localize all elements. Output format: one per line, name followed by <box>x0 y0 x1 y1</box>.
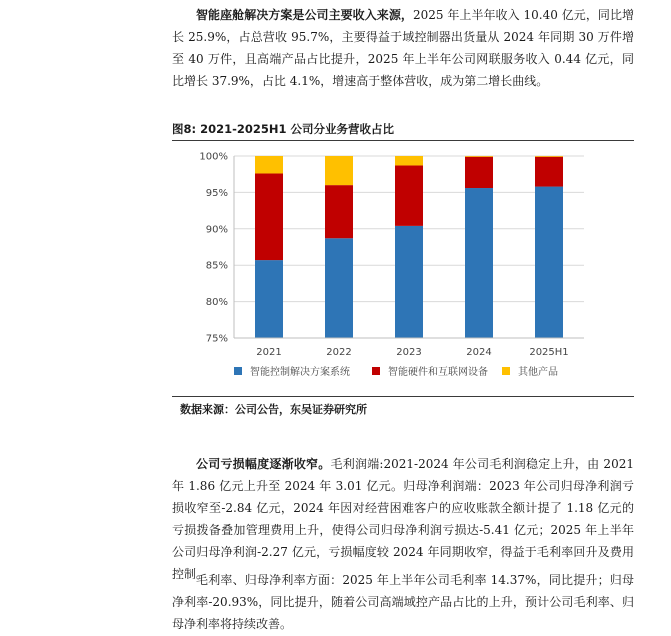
x-axis <box>234 338 584 358</box>
x-tick-label: 2023 <box>396 347 422 358</box>
bar-segment <box>395 226 423 338</box>
bar-segment <box>465 156 493 157</box>
figure-caption: 图8: 2021-2025H1 公司分业务营收占比 <box>172 122 395 136</box>
paragraph-lead: 公司亏损幅度逐渐收窄。 <box>196 457 331 471</box>
y-axis <box>199 152 234 345</box>
bar-segment <box>395 156 423 165</box>
x-tick-label: 2022 <box>326 347 352 358</box>
legend-swatch <box>234 367 242 375</box>
bar-segment <box>325 238 353 338</box>
paragraph-body: 毛利润端:2021-2024 年公司毛利润稳定上升，由 2021 年 1.86 亿元上升至 2024 年 3.01 亿元。归母净利润端：2023 年公司归母净利润亏损收窄至-2.84 亿元，2024 年因对经营困难客户的应收账款全额计提了 1.18 亿元的亏损拨备叠加管理费用上升，使得公司归母净利润亏损达-5.41 亿元；2025 年上半年公司归母净利润-2.27 亿元，亏损幅度较 2024 年同期收窄，得益于毛利率回升及费用控制。 <box>172 457 634 581</box>
paragraph-lead: 智能座舱解决方案是公司主要收入来源， <box>196 8 413 22</box>
paragraph-loss <box>172 453 634 585</box>
y-tick-label: 100% <box>199 151 228 163</box>
paragraph-body: 2025 年上半年收入 10.40 亿元，同比增长 25.9%，占总营收 95.7%，主要得益于域控制器出货量从 2024 年同期 30 万件增至 40 万件，且高端产品占比提升，2025 年上半年公司网联服务收入 0.44 亿元，同比增长 37.9%，占比 4.1%，增速高于整体营收，成为第二增长曲线。 <box>172 8 634 88</box>
stacked-bar-chart <box>172 141 634 395</box>
legend-swatch <box>372 367 380 375</box>
legend-swatch <box>502 367 510 375</box>
bar-segment <box>325 185 353 238</box>
figure-source: 数据来源：公司公告，东吴证券研究所 <box>180 403 367 416</box>
bars <box>255 156 563 338</box>
bar-segment <box>465 188 493 338</box>
legend-label: 其他产品 <box>518 367 558 378</box>
legend-label: 智能控制解决方案系统 <box>250 367 350 378</box>
y-tick-label: 80% <box>205 297 228 309</box>
bar-segment <box>325 156 353 185</box>
bar-segment <box>255 260 283 338</box>
bar-segment <box>395 165 423 225</box>
bar-segment <box>535 156 563 157</box>
legend <box>234 365 558 378</box>
paragraph-revenue <box>172 4 634 92</box>
y-tick-label: 95% <box>205 187 228 199</box>
y-tick-label: 75% <box>205 333 228 345</box>
y-tick-label: 90% <box>205 224 228 236</box>
x-tick-label: 2025H1 <box>529 347 569 358</box>
x-tick-label: 2024 <box>466 347 492 358</box>
bar-segment <box>535 187 563 338</box>
paragraph-margin <box>172 569 634 635</box>
y-tick-label: 85% <box>205 260 228 272</box>
bar-segment <box>255 173 283 260</box>
paragraph-body: 毛利率、归母净利率方面：2025 年上半年公司毛利率 14.37%，同比提升；归母净利率-20.93%，同比提升，随着公司高端域控产品占比的上升，预计公司毛利率、归母净利率将持续改善。 <box>172 573 634 631</box>
bar-segment <box>465 157 493 188</box>
bar-segment <box>255 156 283 173</box>
bar-segment <box>535 157 563 187</box>
x-tick-label: 2021 <box>256 347 282 358</box>
figure-divider <box>172 396 634 397</box>
legend-label: 智能硬件和互联网设备 <box>388 367 488 378</box>
